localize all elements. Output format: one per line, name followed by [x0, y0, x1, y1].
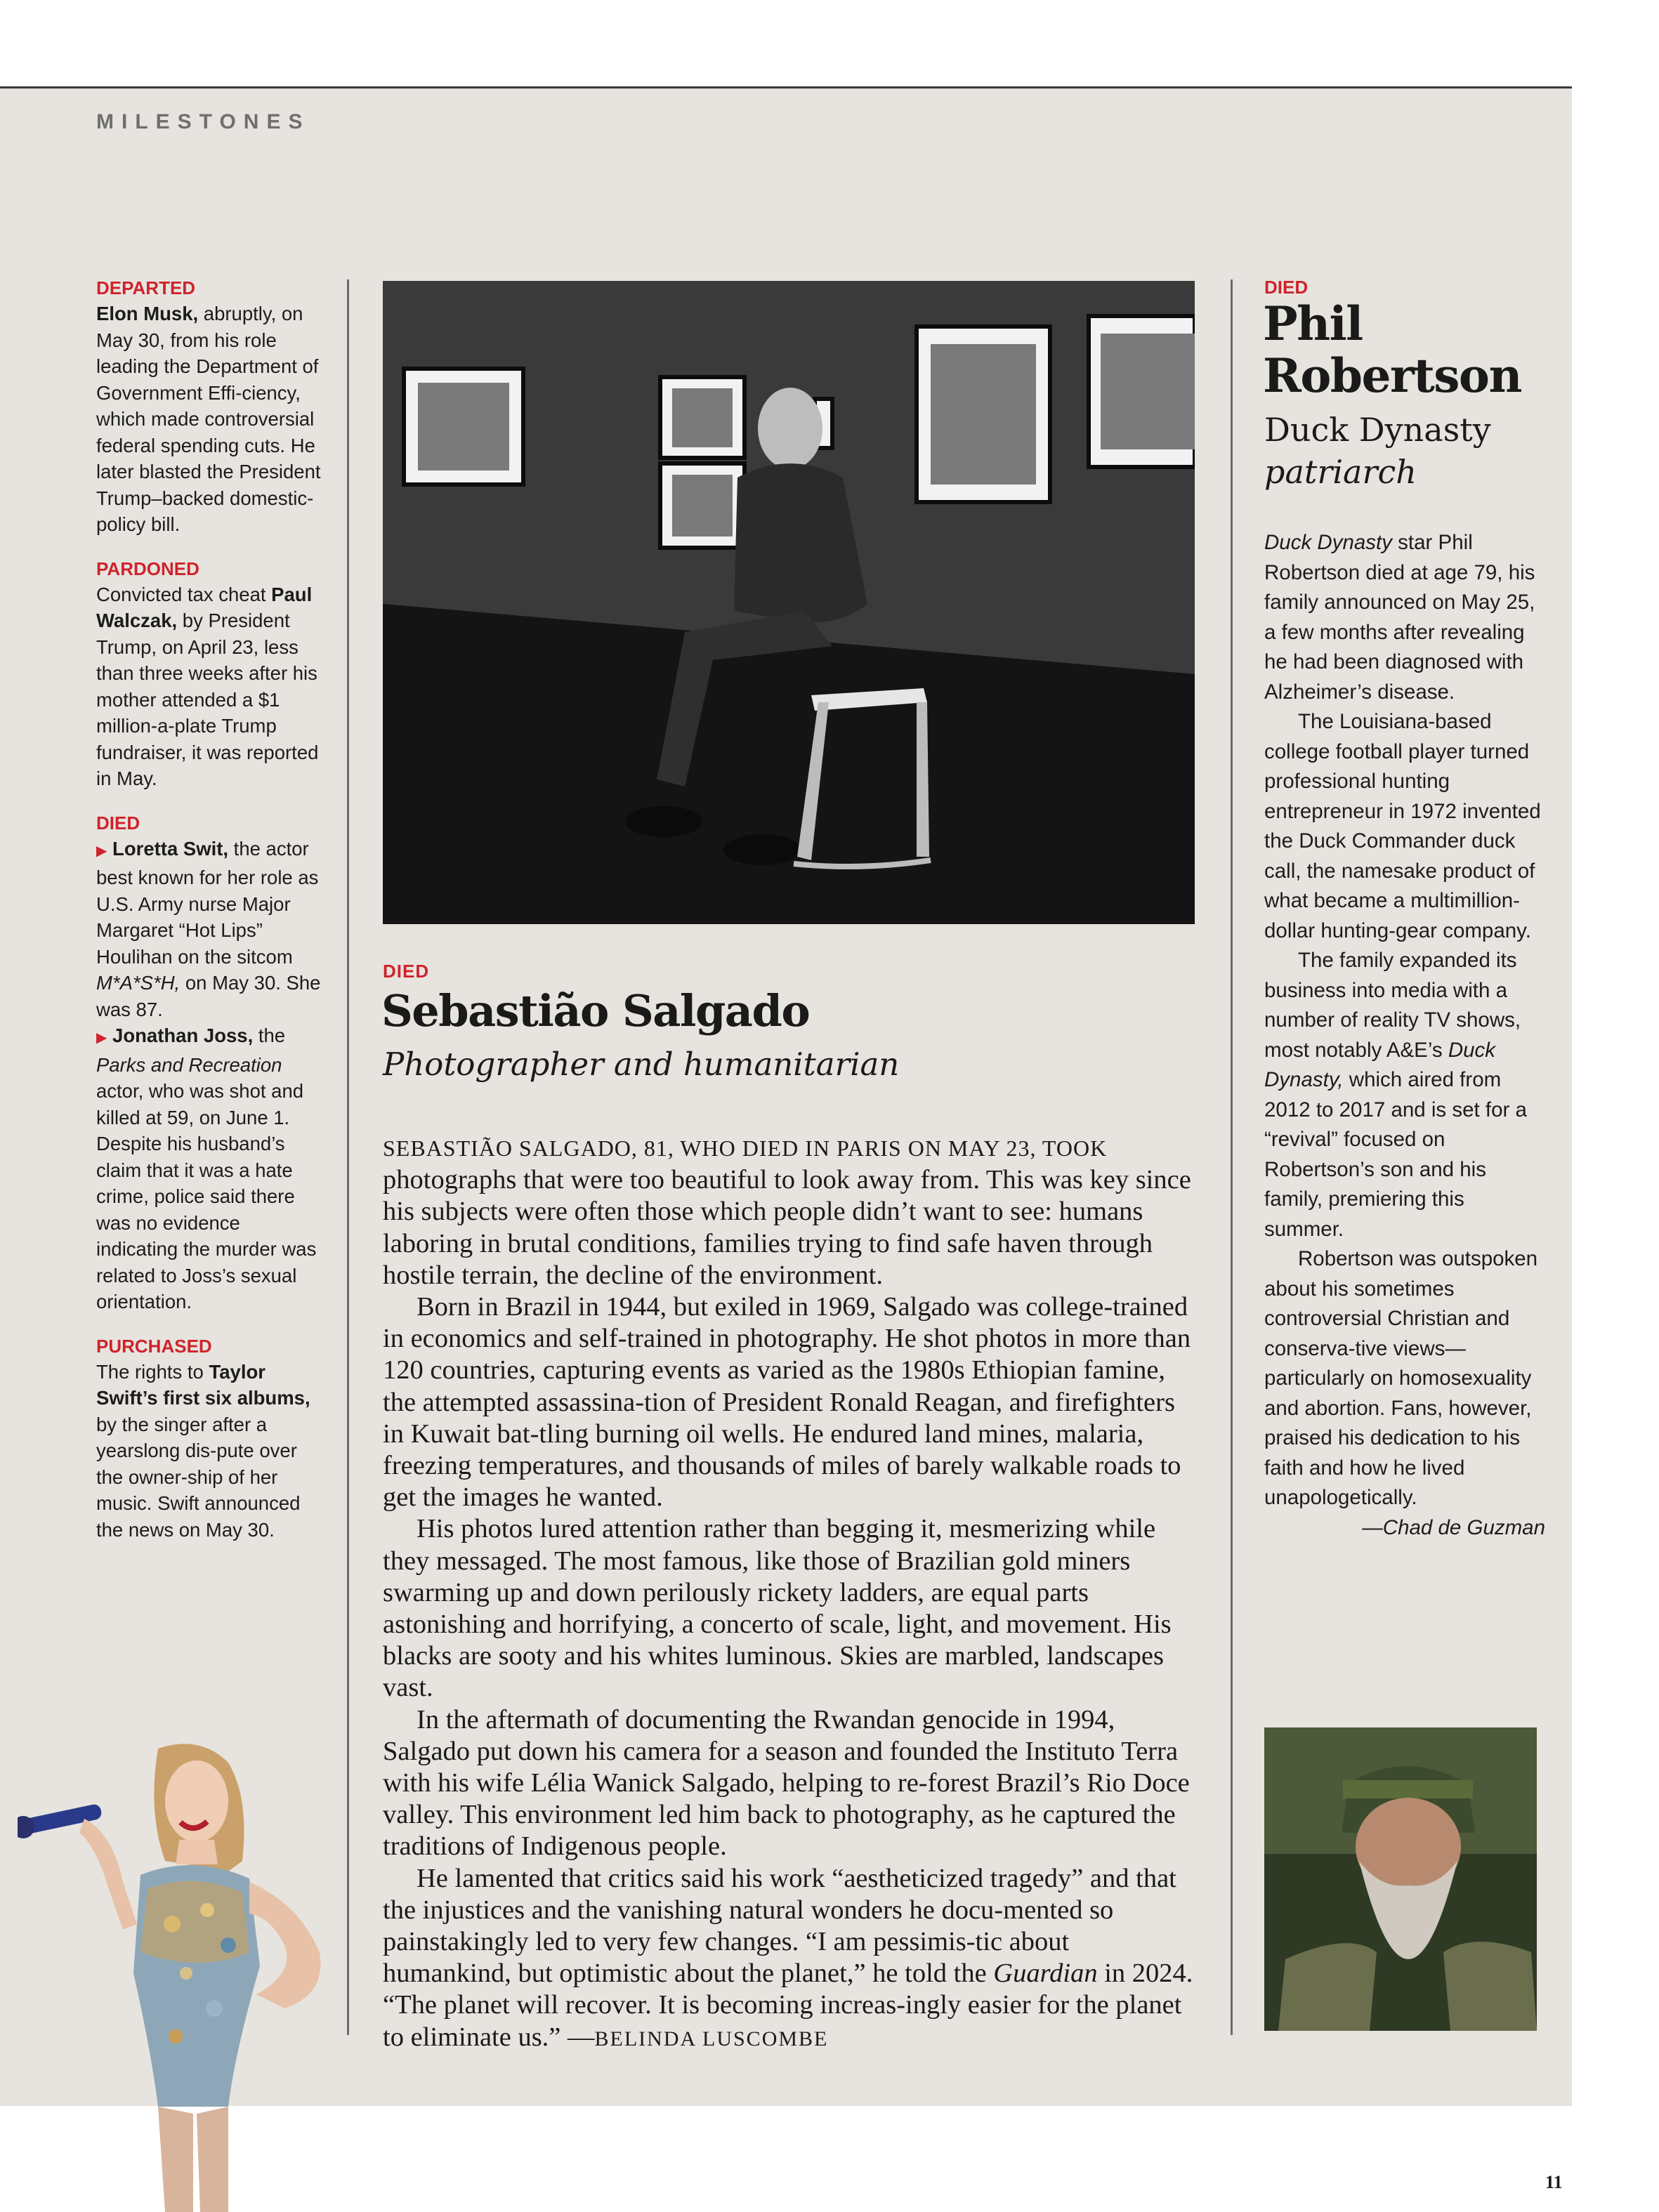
paragraph-text: He lamented that critics said his work “aestheticized tragedy” and that the injustices and the vanishing natural wonders he docu-mented so painstakingly led to very few changes. “I am pessimis-tic about humankind, but optimistic about the planet,” he told the [383, 1863, 1176, 1989]
paragraph-text: in 2024. “The planet will recover. It is becoming increas-ingly easier for the planet to eliminate us.” — [383, 1958, 1193, 2052]
byline: —Chad de Guzman [1362, 1515, 1545, 1539]
article-paragraph: Born in Brazil in 1944, but exiled in 1969, Salgado was college-trained in economics and self-trained in photography. He shot photos in more than 120 countries, capturing events as varied as the 1980s Ethiopian famine, the attempted assassina-tion of President Ronald Reagan, and firefighters in Kuwait bat-tling burning oil wells. He endured land mines, malaria, freezing temperatures, and thousands of miles of barely walkable roads to get the images he wanted. [383, 1292, 1191, 1513]
column-divider-right [1231, 279, 1233, 2035]
center-article-body [383, 1132, 1195, 2055]
phil-robertson-photo [1264, 1727, 1537, 2031]
show-title: Duck Dynasty [1264, 531, 1392, 554]
top-rule [0, 86, 1572, 88]
joss-text-1: the [253, 1025, 286, 1046]
swit-name: Loretta Swit, [112, 837, 229, 860]
swit-text-1: the actor best known for her role as U.S. Army nurse Major Margaret “Hot Lips” Houlihan on the sitcom [96, 837, 319, 968]
right-deck-line-2: patriarch [1264, 453, 1417, 491]
departed-text: abruptly, on May 30, from his role leading the Department of Government Effi-ciency, which made controversial federal spending cuts. He later blasted the President Trump–backed domestic-policy bill. [96, 303, 321, 535]
article-paragraph [1264, 528, 1545, 707]
joss-name: Jonathan Joss, [112, 1025, 254, 1046]
paragraph-text: photographs that were too beautiful to look away from. This was key since his subjects were often those which people didn’t want to see: humans laboring in brutal conditions, families trying to find safe haven through hostile terrain, the decline of the environment. [383, 1165, 1191, 1290]
article-paragraph: Robertson was outspoken about his sometimes controversial Christian and conserva-tive views—particularly on homosexuality and abortion. Fans, however, praised his dedication to his faith and how he lived unapologetically. [1264, 1247, 1538, 1509]
joss-text-2: actor, who was shot and killed at 59, on June 1. Despite his husband’s claim that it was a hate crime, police said there was no evidence indicating the murder was related to Joss’s sexual orientation. [96, 1080, 317, 1312]
died-item [96, 810, 321, 1315]
article-paragraph: The Louisiana-based college football player turned professional hunting entrepreneur in 1972 invented the Duck Commander duck call, the namesake product of what became a multimillion-dollar hunting-gear company. [1264, 710, 1541, 942]
left-column [96, 275, 321, 1561]
show-title: Duck Dynasty, [1264, 1038, 1496, 1091]
section-label: MILESTONES [96, 110, 310, 133]
right-headline: Phil Robertson [1263, 296, 1521, 403]
purchased-item [96, 1334, 321, 1543]
salgado-photo [383, 281, 1195, 924]
right-article-body [1264, 528, 1545, 1543]
swit-text-2: on May 30. She was 87. [96, 972, 321, 1020]
publication-name: Guardian [993, 1958, 1098, 1989]
died-kicker: DIED [96, 812, 140, 834]
center-deck: Photographer and humanitarian [383, 1046, 900, 1083]
lead-in-caps: SEBASTIÃO SALGADO, 81, WHO DIED IN PARIS ON MAY 23, TOOK [383, 1135, 1108, 1161]
paragraph-text: The family expanded its business into media with a number of reality TV shows, most notably A&E’s [1264, 949, 1521, 1062]
bullet-triangle-icon: ▶ [96, 1030, 107, 1046]
right-deck-line-1: Duck Dynasty [1264, 411, 1491, 449]
right-kicker: DIED [1264, 277, 1309, 298]
pardoned-kicker: PARDONED [96, 558, 199, 579]
purchased-text: by the singer after a yearslong dis-pute over the owner-ship of her music. Swift announced the news on May 30. [96, 1413, 301, 1541]
purchased-pre: The rights to [96, 1360, 209, 1383]
joss-show: Parks and Recreation [96, 1053, 282, 1076]
article-paragraph [1264, 946, 1545, 1244]
center-kicker: DIED [383, 961, 430, 982]
paragraph-text: which aired from 2012 to 2017 and is set for a “revival” focused on Robertson’s son and his family, premiering this summer. [1264, 1068, 1527, 1241]
pardoned-pre: Convicted tax cheat [96, 583, 272, 605]
center-headline: Sebastião Salgado [381, 985, 810, 1036]
swit-show: M*A*S*H, [96, 972, 181, 994]
purchased-name: Taylor Swift’s first six albums, [96, 1360, 310, 1409]
departed-kicker: DEPARTED [96, 277, 196, 298]
departed-item [96, 275, 321, 538]
purchased-kicker: PURCHASED [96, 1335, 212, 1357]
byline: BELINDA LUSCOMBE [594, 2027, 829, 2050]
article-paragraph: In the aftermath of documenting the Rwandan genocide in 1994, Salgado put down his camera for a season and founded the Instituto Terra with his wife Lélia Wanick Salgado, helping to re-forest Brazil’s Rio Doce valley. This environment led him back to photography, as he captured the traditions of Indigenous people. [383, 1704, 1190, 1862]
article-paragraph [383, 1132, 1195, 1291]
pardoned-text: by President Trump, on April 23, less than three weeks after his mother attended a $1 million-a-plate Trump fundraiser, it was reported in May. [96, 610, 319, 789]
pardoned-name: Paul Walczak, [96, 583, 313, 631]
right-deck [1264, 409, 1491, 493]
article-paragraph: His photos lured attention rather than begging it, mesmerizing while they messaged. The most famous, like those of Brazilian gold miners swarming up and down perilously rickety ladders, are equal parts astonishing and horrifying, a concerto of scale, light, and movement. His blacks are sooty and his whites luminous. Skies are marbled, landscapes vast. [383, 1514, 1172, 1703]
taylor-swift-photo [18, 1742, 365, 2212]
departed-name: Elon Musk, [96, 303, 199, 324]
paragraph-text: star Phil Robertson died at age 79, his family announced on May 25, a few months after revealing he had been diagnosed with Alzheimer’s disease. [1264, 531, 1535, 704]
pardoned-item [96, 556, 321, 792]
page-number: 11 [1545, 2172, 1563, 2192]
bullet-triangle-icon: ▶ [96, 843, 107, 859]
article-paragraph [383, 1863, 1195, 2055]
